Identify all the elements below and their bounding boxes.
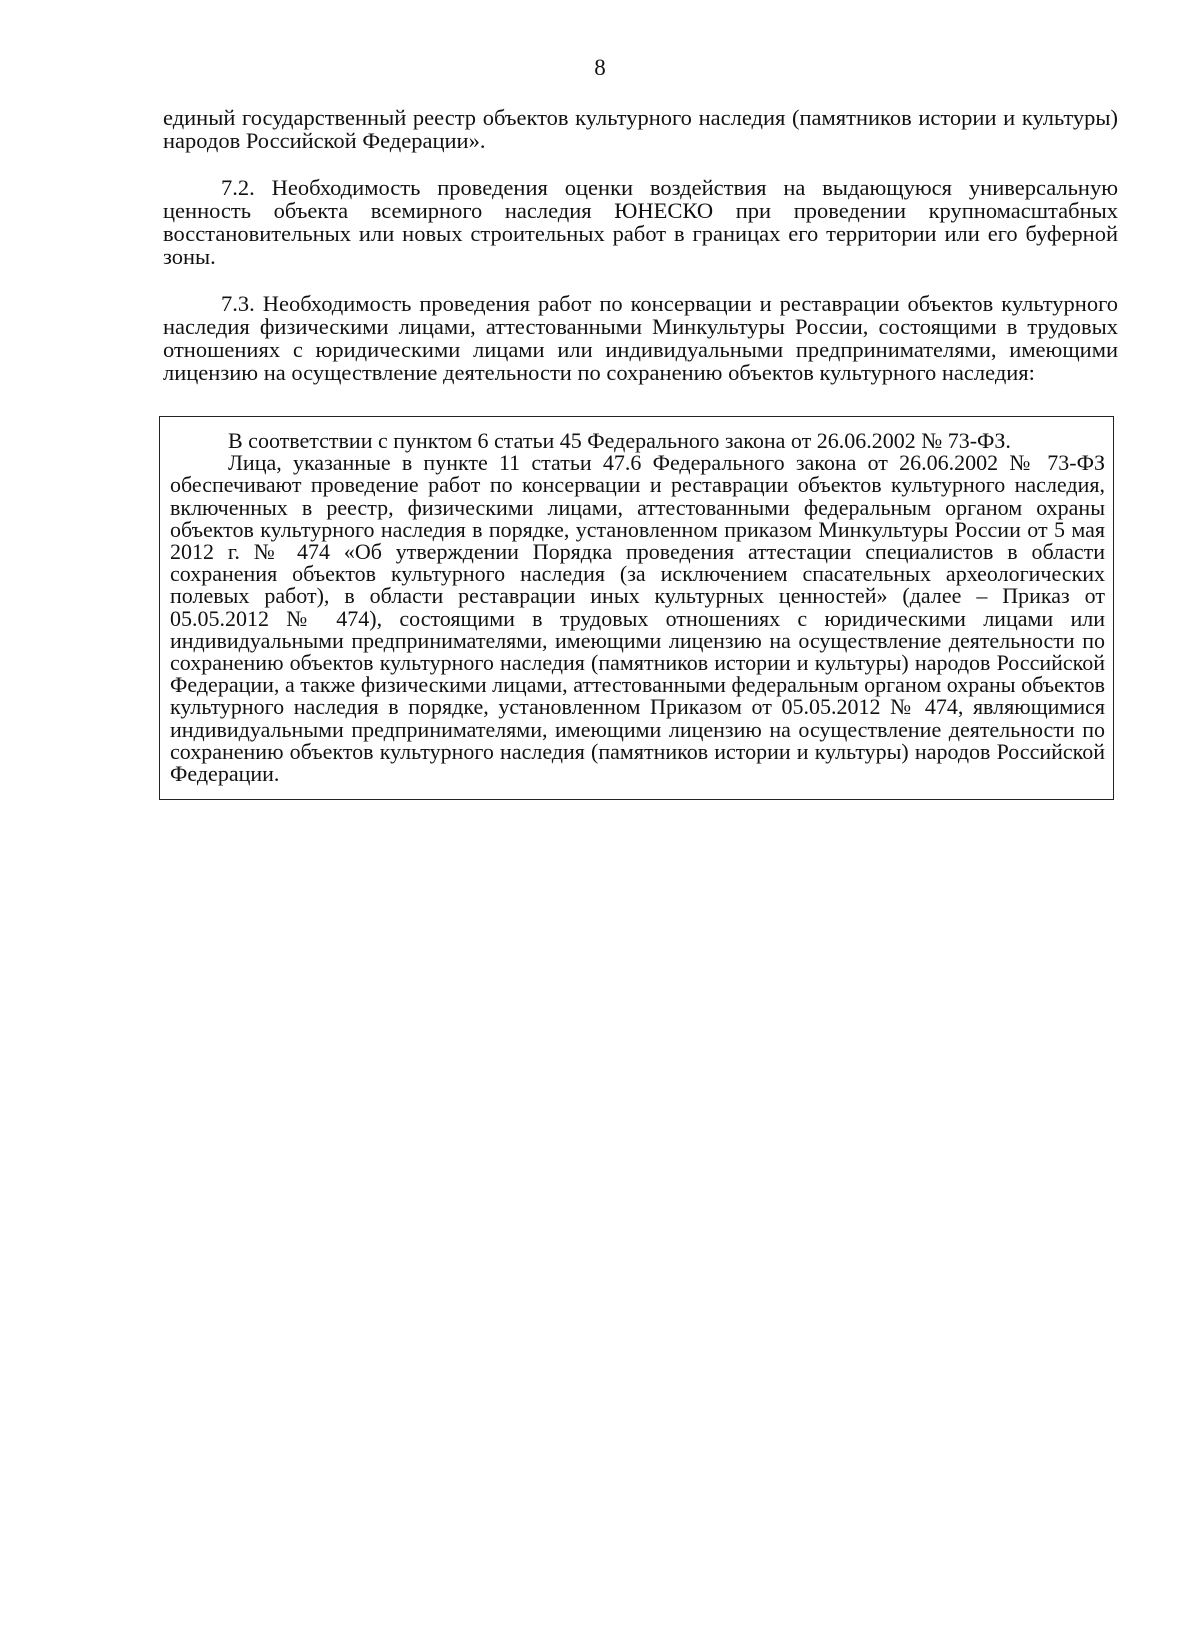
paragraph-gap: [163, 152, 1118, 176]
paragraph-7-2: 7.2. Необходимость проведения оценки воздействия на выдающуюся универсальную ценность объекта всемирного наследия ЮНЕСКО при проведении крупномасштабных восстановительных или новых строительных работ в границах его территории или его буферной зоны.: [163, 175, 1118, 269]
page-number: 8: [594, 55, 606, 80]
paragraph-7-3: 7.3. Необходимость проведения работ по консервации и реставрации объектов культурного наследия физическими лицами, аттестованными Минкультуры России, состоящими в трудовых отношениях с юридическими лицами или индивидуальными предпринимателями, имеющими лицензию на осуществление деятельности по сохранению объектов культурного наследия:: [163, 291, 1118, 385]
paragraph-gap: [163, 268, 1118, 292]
note-paragraph-reference: В соответствии с пунктом 6 статьи 45 Федерального закона от 26.06.2002 № 73-ФЗ.: [228, 428, 1011, 453]
document-body: [163, 106, 1118, 800]
note-paragraph-details: Лица, указанные в пункте 11 статьи 47.6 Федерального закона от 26.06.2002 № 73-ФЗ обеспечивают проведение работ по консервации и реставрации объектов культурного наследия, включенных в реестр, физическими лицами, аттестованными федеральным органом охраны объектов культурного наследия в порядке, установленном приказом Минкультуры России от 5 мая 2012 г. № 474 «Об утверждении Порядка проведения аттестации специалистов в области сохранения объектов культурного наследия (за исключением спасательных археологических полевых работ), в области реставрации иных культурных ценностей» (далее – Приказ от 05.05.2012 № 474), состоящими в трудовых отношениях с юридическими лицами или индивидуальными предпринимателями, имеющими лицензию на осуществление деятельности по сохранению объектов культурного наследия (памятников истории и культуры) народов Российской Федерации, а также физическими лицами, аттестованными федеральным органом охраны объектов культурного наследия в порядке, установленном Приказом от 05.05.2012 № 474, являющимися индивидуальными предпринимателями, имеющими лицензию на осуществление деятельности по сохранению объектов культурного наследия (памятников истории и культуры) народов Российской Федерации.: [170, 450, 1105, 787]
legal-note-box: [159, 416, 1114, 800]
paragraph-continuation: единый государственный реестр объектов культурного наследия (памятников истории и культуры) народов Российской Федерации».: [163, 105, 1118, 153]
